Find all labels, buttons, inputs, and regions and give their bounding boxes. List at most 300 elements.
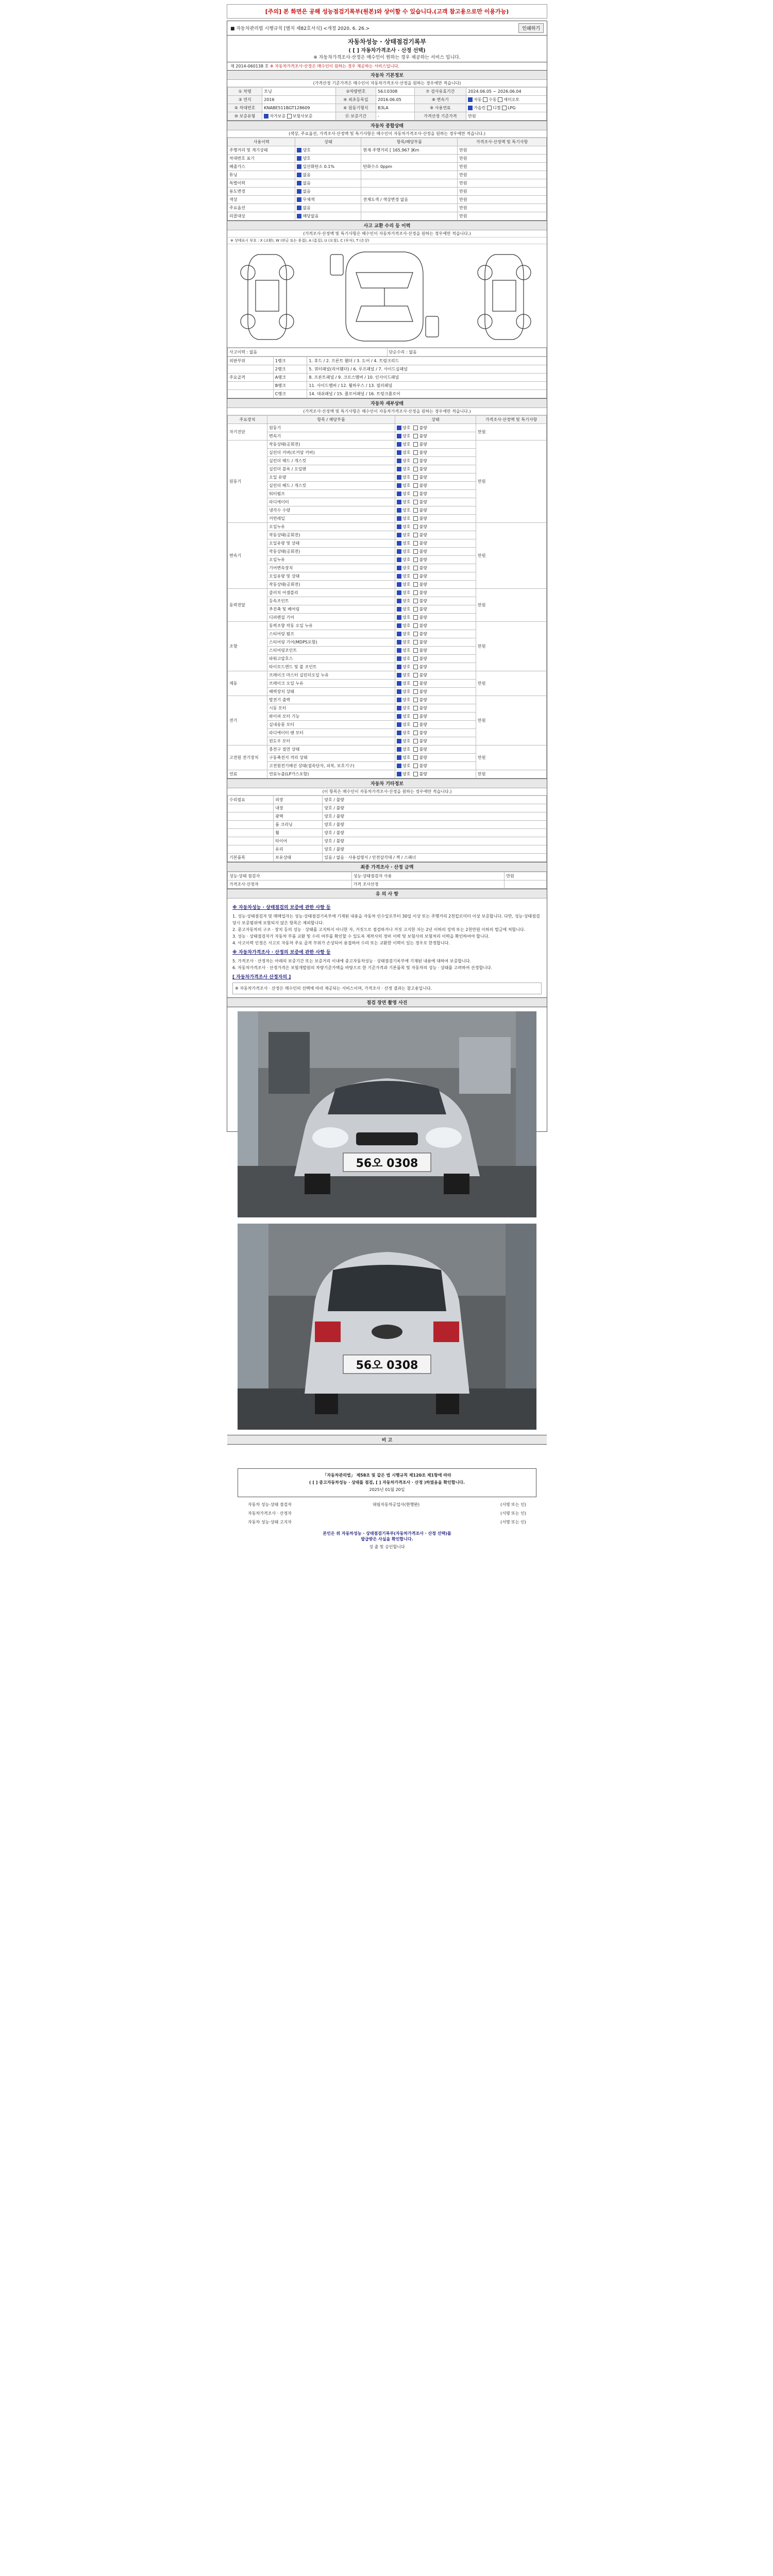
item-label: 오일유량 및 상태 bbox=[267, 539, 395, 548]
car-right-view-icon bbox=[478, 255, 531, 340]
overview-heading: 자동차 종합상태 bbox=[227, 121, 547, 130]
opinion-heading: 최종 가격조사 · 산정 금액 bbox=[227, 862, 547, 872]
table-row bbox=[228, 179, 547, 188]
note-body bbox=[227, 1445, 547, 1465]
row-state: 양호 / 불량 bbox=[323, 804, 547, 812]
table-row bbox=[228, 155, 547, 163]
item-label: 추진축 및 베어링 bbox=[267, 605, 395, 614]
item-state bbox=[395, 572, 476, 581]
label-base-price: 가격산정 기준가격 bbox=[414, 112, 466, 121]
state-label: 불량 bbox=[419, 566, 427, 570]
state-label: 불량 bbox=[419, 450, 427, 455]
item-state bbox=[395, 754, 476, 762]
notice-heading: ※ 자동차성능 · 상태점검의 보증에 관한 사항 등 bbox=[232, 905, 331, 910]
group-price: 만원 bbox=[476, 770, 547, 778]
frame-rank: 1랭크 bbox=[273, 357, 307, 365]
state-label: 양호 bbox=[402, 755, 411, 760]
table-row bbox=[228, 622, 547, 630]
item-state bbox=[395, 671, 476, 680]
row-item: 휠 bbox=[274, 829, 323, 837]
car-top-view-icon bbox=[346, 252, 423, 341]
checkbox-icon bbox=[397, 549, 401, 554]
table-row bbox=[228, 796, 547, 804]
row-label: 용도변경 bbox=[228, 188, 295, 196]
table-row bbox=[228, 204, 547, 212]
state-label: 양호 bbox=[402, 590, 411, 595]
frame-rank: B랭크 bbox=[273, 382, 307, 390]
checkbox-icon bbox=[413, 541, 418, 546]
checkbox-icon bbox=[397, 772, 401, 776]
row-label: 주요옵션 bbox=[228, 204, 295, 212]
state-label: 양호 bbox=[402, 557, 411, 562]
frame-rank: C랭크 bbox=[273, 390, 307, 398]
item-state bbox=[395, 597, 476, 605]
item-label: 라디에이터 팬 모터 bbox=[267, 729, 395, 737]
checkbox-icon bbox=[413, 632, 418, 636]
table-row bbox=[228, 671, 547, 680]
row-price: 만원 bbox=[458, 212, 547, 221]
checkbox-icon bbox=[413, 722, 418, 727]
state-label: 양호 bbox=[402, 442, 411, 447]
checkbox-icon bbox=[397, 467, 401, 471]
table-row bbox=[228, 348, 547, 357]
item-label: 클러치 어셈블리 bbox=[267, 589, 395, 597]
group-label: 동력전달 bbox=[228, 589, 267, 622]
state-label: 불량 bbox=[419, 516, 427, 521]
checkbox-icon bbox=[397, 475, 401, 480]
checkbox-icon bbox=[264, 114, 268, 118]
checkbox-icon bbox=[413, 623, 418, 628]
checkbox-icon bbox=[413, 434, 418, 438]
opinion-section bbox=[227, 862, 547, 889]
item-label: 디퍼렌셜 기어 bbox=[267, 614, 395, 622]
item-state bbox=[395, 564, 476, 572]
basic-info-table bbox=[227, 87, 547, 121]
accident-heading: 사고 교환 수리 등 이력 bbox=[227, 221, 547, 230]
table-row bbox=[228, 745, 547, 754]
state-label: 불량 bbox=[419, 599, 427, 603]
item-state bbox=[395, 713, 476, 721]
checkbox-icon bbox=[483, 97, 488, 102]
state-label: 양호 bbox=[402, 615, 411, 620]
state-label: 불량 bbox=[419, 434, 427, 438]
column-header: 상태 bbox=[395, 416, 476, 424]
checkbox-icon bbox=[397, 557, 401, 562]
state-label: 불량 bbox=[419, 492, 427, 496]
item-state bbox=[395, 531, 476, 539]
state-label: 양호 bbox=[402, 426, 411, 430]
checkbox-icon bbox=[468, 97, 473, 102]
state-label: 불량 bbox=[419, 722, 427, 727]
state-label: 양호 bbox=[402, 689, 411, 694]
item-label: 실린더 헤드 / 개스킷 bbox=[267, 482, 395, 490]
checkbox-icon bbox=[397, 566, 401, 570]
row-state bbox=[295, 188, 361, 196]
checkbox-icon bbox=[397, 483, 401, 488]
state-label: 양호 bbox=[402, 747, 411, 752]
item-state bbox=[395, 482, 476, 490]
item-state bbox=[395, 457, 476, 465]
item-state bbox=[395, 704, 476, 713]
frame-parts: 11. 사이드멤버 / 12. 휠하우스 / 13. 필러패널 bbox=[307, 382, 547, 390]
checkbox-icon bbox=[413, 648, 418, 653]
row-detail bbox=[361, 171, 458, 179]
items-label: 사용설명서 / 안전삼각대 / 잭 / 스패너 bbox=[348, 855, 416, 860]
checkbox-icon bbox=[397, 524, 401, 529]
item-state bbox=[395, 737, 476, 745]
item-state bbox=[395, 688, 476, 696]
state-label: 불량 bbox=[419, 656, 427, 661]
checkbox-icon bbox=[413, 508, 418, 513]
table-row bbox=[228, 104, 547, 112]
row-price: 만원 bbox=[458, 163, 547, 171]
checkbox-icon bbox=[487, 106, 492, 110]
checkbox-icon bbox=[397, 599, 401, 603]
item-state bbox=[395, 440, 476, 449]
frame-rank: A랭크 bbox=[273, 374, 307, 382]
rear-plate: 56오 0308 bbox=[356, 1359, 418, 1372]
state-label: 양호 bbox=[402, 681, 411, 686]
row-state bbox=[295, 212, 361, 221]
label-warranty: ⑩ 보증유형 bbox=[228, 112, 262, 121]
checkbox-icon bbox=[397, 500, 401, 504]
row-item: 룸 크리닝 bbox=[274, 821, 323, 829]
group-label: 원동기 bbox=[228, 440, 267, 523]
state-text: 해당없음 bbox=[303, 214, 319, 218]
photo-heading: 점검 장면 촬영 사진 bbox=[227, 997, 547, 1007]
table-row bbox=[228, 872, 547, 880]
checkbox-icon bbox=[397, 582, 401, 587]
state-label: 불량 bbox=[419, 615, 427, 620]
item-label: 와이퍼 모터 기능 bbox=[267, 713, 395, 721]
state-label: 양호 bbox=[402, 714, 411, 719]
row-detail bbox=[361, 212, 458, 221]
inspector-label: 성능·상태 점검자 bbox=[228, 872, 352, 880]
group-label: 연료 bbox=[228, 770, 267, 778]
checkbox-icon bbox=[397, 434, 401, 438]
state-label: 불량 bbox=[419, 475, 427, 480]
item-label: 충전구 절연 상태 bbox=[267, 745, 395, 754]
checkbox-icon bbox=[413, 533, 418, 537]
other-info-table bbox=[227, 795, 547, 862]
item-label: 스티어링 기어(MDPS포함) bbox=[267, 638, 395, 647]
state-text: 양호 bbox=[303, 148, 311, 152]
option-label: 보험사보증 bbox=[292, 114, 313, 118]
item-label: 오일누유 bbox=[267, 556, 395, 564]
state-label: 양호 bbox=[402, 764, 411, 768]
item-state bbox=[395, 745, 476, 754]
signature-mark: (서명 또는 인) bbox=[500, 1520, 526, 1524]
table-row bbox=[228, 589, 547, 597]
row-price: 만원 bbox=[458, 146, 547, 155]
table-row bbox=[228, 880, 547, 889]
checkbox-icon bbox=[397, 673, 401, 677]
checkbox-icon bbox=[413, 557, 418, 562]
item-state bbox=[395, 680, 476, 688]
item-state bbox=[395, 548, 476, 556]
overview-section bbox=[227, 121, 547, 221]
item-state bbox=[395, 770, 476, 778]
signature-mark: (서명 또는 인) bbox=[500, 1502, 526, 1507]
checkbox-icon bbox=[397, 739, 401, 743]
checkbox-icon bbox=[413, 516, 418, 521]
table-row bbox=[228, 821, 547, 829]
doc-number: 제 2014-060138 호 bbox=[230, 64, 269, 69]
row-state: 양호 / 불량 bbox=[323, 829, 547, 837]
item-label: 브레이크 마스터 실린더오일 누유 bbox=[267, 671, 395, 680]
state-label: 불량 bbox=[419, 549, 427, 554]
checkbox-icon bbox=[397, 747, 401, 752]
checkbox-icon bbox=[413, 574, 418, 579]
notices-section bbox=[227, 889, 547, 997]
row-price: 만원 bbox=[458, 188, 547, 196]
checkbox-icon bbox=[397, 615, 401, 620]
warranty-options bbox=[262, 112, 336, 121]
state-text: 없음 bbox=[303, 206, 311, 210]
signature-row bbox=[227, 1509, 547, 1518]
other-info-section bbox=[227, 778, 547, 862]
value-valid-period: 2024.06.05 ~ 2026.06.04 bbox=[466, 88, 547, 96]
item-label: 시동 모터 bbox=[267, 704, 395, 713]
detail-section bbox=[227, 398, 547, 778]
item-state bbox=[395, 638, 476, 647]
row-state: 양호 / 불량 bbox=[323, 821, 547, 829]
detail-heading: 자동차 세부상태 bbox=[227, 399, 547, 408]
state-label: 양호 bbox=[402, 524, 411, 529]
table-row bbox=[228, 812, 547, 821]
checkbox-icon bbox=[397, 648, 401, 653]
checkbox-icon bbox=[413, 640, 418, 645]
state-label: 양호 bbox=[402, 434, 411, 438]
detail-table bbox=[227, 415, 547, 778]
state-label: 불량 bbox=[419, 582, 427, 587]
label-fuel: ⑨ 사용연료 bbox=[414, 104, 466, 112]
row-state: 양호 / 불량 bbox=[323, 812, 547, 821]
item-label: 실내송풍 모터 bbox=[267, 721, 395, 729]
group-label: 고전원 전기장치 bbox=[228, 745, 267, 770]
checkbox-icon bbox=[397, 442, 401, 447]
row-price: 만원 bbox=[458, 179, 547, 188]
other-info-sub: (이 항목은 매수인이 자동차가격조사·산정을 원하는 경우에만 적습니다.) bbox=[227, 788, 547, 795]
checkbox-icon bbox=[413, 566, 418, 570]
item-label: 브레이크 오일 누유 bbox=[267, 680, 395, 688]
checkbox-icon bbox=[413, 656, 418, 661]
row-detail: 전체도색 / 색상변경 없음 bbox=[361, 196, 458, 204]
row-label bbox=[228, 845, 274, 854]
row-state bbox=[295, 163, 361, 171]
option-label: 자가보증 bbox=[270, 114, 286, 118]
row-label: 배출가스 bbox=[228, 163, 295, 171]
state-label: 불량 bbox=[419, 623, 427, 628]
checkbox-icon bbox=[413, 500, 418, 504]
value-warranty-period: - bbox=[376, 112, 414, 121]
item-state bbox=[395, 647, 476, 655]
accident-sub: (가격조사·산정액 및 특기사항은 매수인이 자동차가격조사·산정을 원하는 경우에만 적습니다.) bbox=[227, 230, 547, 238]
note-heading: 비 고 bbox=[227, 1435, 547, 1445]
item-label: 오일유량 및 상태 bbox=[267, 572, 395, 581]
state-label: 불량 bbox=[419, 483, 427, 488]
state-label: 불량 bbox=[419, 681, 427, 686]
opinion-table bbox=[227, 872, 547, 889]
notice-paragraph: 4. 사고이력 인정은 사고로 자동차 주요 골격 부위가 손상되어 용접하여 수리 또는 교환한 이력이 있는 경우로 한정합니다. bbox=[232, 941, 450, 945]
checkbox-icon bbox=[468, 106, 473, 110]
table-row bbox=[228, 146, 547, 155]
group-price: 만원 bbox=[476, 671, 547, 696]
state-label: 불량 bbox=[419, 632, 427, 636]
row-label bbox=[228, 812, 274, 821]
item-state bbox=[395, 696, 476, 704]
table-row bbox=[228, 424, 547, 432]
checkbox-icon bbox=[397, 516, 401, 521]
state-label: 불량 bbox=[419, 731, 427, 735]
row-state bbox=[295, 179, 361, 188]
checkbox-icon bbox=[413, 772, 418, 776]
state-label: 양호 bbox=[402, 623, 411, 628]
row-label bbox=[228, 829, 274, 837]
row-item: 유리 bbox=[274, 845, 323, 854]
item-label: 파워고압호스 bbox=[267, 655, 395, 663]
table-row bbox=[228, 804, 547, 812]
form-reference: ■ 자동차관리법 시행규칙 [별지 제82호서식] <개정 2020. 6. 26.> bbox=[230, 26, 370, 31]
label-warranty-period: ⑪ 보증기간 bbox=[335, 112, 376, 121]
checkbox-icon bbox=[413, 689, 418, 694]
checkbox-icon bbox=[397, 623, 401, 628]
basic-info-sub: (가격산정 기준가격은 매수인이 자동차가격조사·산정을 원하는 경우에만 적습니다) bbox=[227, 80, 547, 87]
group-label: 자기진단 bbox=[228, 424, 267, 440]
confirmation-date: 2025년 01월 20일 bbox=[369, 1487, 405, 1492]
row-item: 내장 bbox=[274, 804, 323, 812]
option-label: LPG bbox=[507, 106, 516, 110]
group-label: 전기 bbox=[228, 696, 267, 745]
row-item: 광택 bbox=[274, 812, 323, 821]
notice-paragraph: 6. 자동차가격조사 · 산정가격은 보험개발원의 차량기준가액을 바탕으로 한 기준가격과 기본품목 및 자동차의 성능 · 상태를 고려하여 산정합니다. bbox=[232, 965, 493, 970]
checkbox-icon bbox=[413, 665, 418, 669]
checkbox-icon bbox=[397, 533, 401, 537]
item-label: 작동상태(공회전) bbox=[267, 531, 395, 539]
option-label: 가솔린 bbox=[474, 106, 486, 110]
state-label: 불량 bbox=[419, 714, 427, 719]
checkbox-icon bbox=[397, 607, 401, 612]
checkbox-icon bbox=[397, 632, 401, 636]
state-label: 양호 bbox=[402, 632, 411, 636]
state-label: 불량 bbox=[419, 640, 427, 645]
item-label: 커먼레일 bbox=[267, 515, 395, 523]
car-left-view-icon bbox=[241, 255, 294, 340]
item-label: 작동상태(공회전) bbox=[267, 440, 395, 449]
car-front-photo-icon bbox=[238, 1011, 536, 1217]
table-row bbox=[228, 96, 547, 104]
row-state bbox=[295, 171, 361, 179]
item-state bbox=[395, 581, 476, 589]
checkbox-icon bbox=[413, 764, 418, 768]
notice-paragraph: 1. 성능·상태점검자 및 매매업자는 성능·상태점검기록부에 기재된 내용을 자동차 인수일로부터 30일 이상 또는 주행거리 2천킬로미터 이상 보증합니다. 다만, 성능·상태점검 당시 보증범위에 포함되지 않은 항목은 제외합니다. bbox=[232, 914, 540, 925]
row-state bbox=[295, 155, 361, 163]
notice-heading: ※ 자동차가격조사 · 산정의 보증에 관한 사항 등 bbox=[232, 950, 331, 955]
frame-parts: 1. 후드 / 2. 프론트 휀더 / 3. 도어 / 4. 트렁크리드 bbox=[307, 357, 547, 365]
state-label: 불량 bbox=[419, 574, 427, 579]
doc-number-note: ※ 자동차가격조사·산정은 매수인이 원하는 경우 제공하는 서비스입니다. bbox=[270, 64, 400, 69]
value-car-name: 모닝 bbox=[262, 88, 336, 96]
state-label: 양호 bbox=[402, 607, 411, 612]
basic-info-section bbox=[227, 70, 547, 121]
group-price: 만원 bbox=[476, 523, 547, 589]
checkbox-icon bbox=[397, 574, 401, 579]
state-label: 양호 bbox=[402, 516, 411, 521]
row-state: 양호 / 불량 bbox=[323, 796, 547, 804]
row-item: 보유상태 bbox=[274, 854, 323, 862]
column-header: 상태 bbox=[295, 138, 361, 146]
appraiser-label: 가격조사·산정자 bbox=[228, 880, 352, 889]
state-label: 양호 bbox=[402, 772, 411, 776]
frame-area bbox=[228, 382, 274, 390]
checkbox-icon bbox=[397, 764, 401, 768]
item-label: 실린더 커버(로커암 커버) bbox=[267, 449, 395, 457]
value-plate: 56오0308 bbox=[376, 88, 414, 96]
table-row bbox=[228, 390, 547, 398]
item-state bbox=[395, 729, 476, 737]
label-vin: ⑤ 차대번호 bbox=[228, 104, 262, 112]
accident-summary-table bbox=[227, 348, 547, 357]
checkbox-icon bbox=[397, 459, 401, 463]
checkbox-icon bbox=[413, 582, 418, 587]
checkbox-icon bbox=[413, 706, 418, 710]
state-label: 양호 bbox=[402, 500, 411, 504]
label-engine: ⑥ 원동기형식 bbox=[335, 104, 376, 112]
item-label: 작동상태(공회전) bbox=[267, 581, 395, 589]
row-state bbox=[295, 196, 361, 204]
row-label: 튜닝 bbox=[228, 171, 295, 179]
frame-parts: 14. 대쉬패널 / 15. 플로어패널 / 16. 트렁크플로어 bbox=[307, 390, 547, 398]
item-label: 작동상태(공회전) bbox=[267, 548, 395, 556]
row-state: 양호 / 불량 bbox=[323, 845, 547, 854]
state-label: 양호 bbox=[402, 450, 411, 455]
print-button[interactable]: 인쇄하기 bbox=[518, 23, 544, 33]
label-plate: ②차량번호 bbox=[335, 88, 376, 96]
checkbox-icon bbox=[397, 722, 401, 727]
value-first-reg: 2016.06.05 bbox=[376, 96, 414, 104]
row-state: 양호 / 불량 bbox=[323, 837, 547, 845]
state-label: 양호 bbox=[402, 475, 411, 480]
doc-subtitle: ( [ ] 자동차가격조사 · 산정 선택) bbox=[348, 48, 426, 54]
column-header: 가격조사·산정액 및 특기사항 bbox=[476, 416, 547, 424]
title-block bbox=[227, 35, 547, 62]
row-detail bbox=[361, 204, 458, 212]
checkbox-icon bbox=[397, 640, 401, 645]
checkbox-icon bbox=[397, 541, 401, 546]
doc-title: 자동차성능 · 상태점검기록부 bbox=[347, 38, 427, 45]
value-engine: B3LA bbox=[376, 104, 414, 112]
item-label: 오일누유 bbox=[267, 523, 395, 531]
column-header: 항목/해당부품 bbox=[361, 138, 458, 146]
table-row bbox=[228, 440, 547, 449]
table-row bbox=[228, 523, 547, 531]
state-label: 불량 bbox=[419, 706, 427, 710]
checkbox-icon bbox=[413, 731, 418, 735]
label-car-name: ① 차명 bbox=[228, 88, 262, 96]
car-rear-photo-icon bbox=[238, 1224, 536, 1430]
state-label: 양호 bbox=[402, 698, 411, 702]
signature-row bbox=[227, 1518, 547, 1527]
state-label: 불량 bbox=[419, 467, 427, 471]
state-label: 불량 bbox=[419, 442, 427, 447]
item-label: 등속조인트 bbox=[267, 597, 395, 605]
inspection-document bbox=[227, 21, 547, 1549]
state-label: 양호 bbox=[402, 541, 411, 546]
doc-number-line bbox=[227, 62, 547, 70]
checkbox-icon bbox=[397, 492, 401, 496]
item-state bbox=[395, 523, 476, 531]
checkbox-icon bbox=[413, 475, 418, 480]
